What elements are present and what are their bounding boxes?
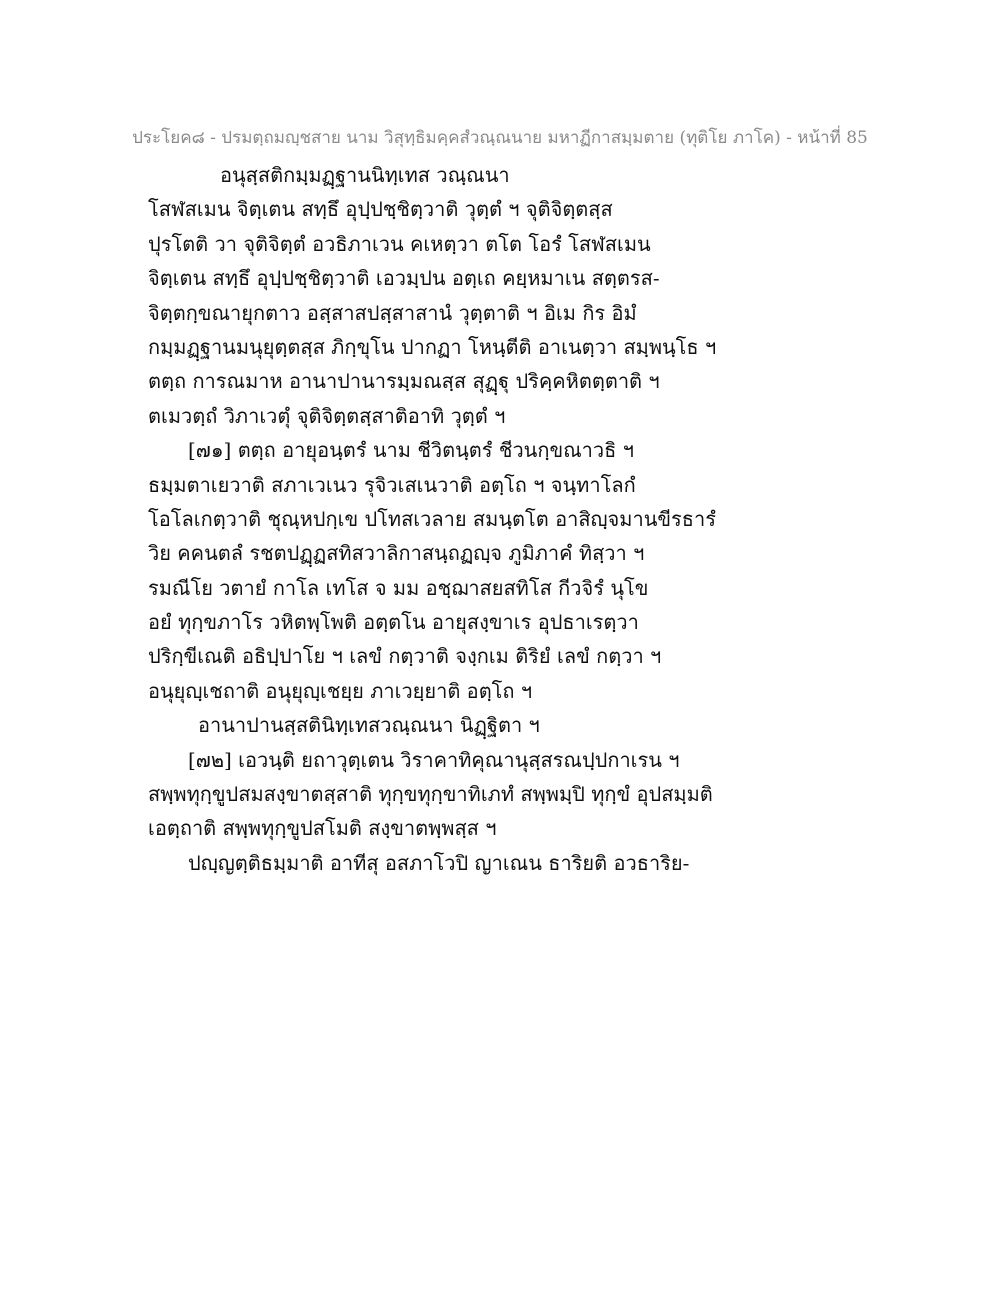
body-text: [148, 158, 868, 880]
text-line: ธมฺมตาเยวาติ สภาเวเนว รุจิวเสเนวาติ อตฺโถ ฯ จนฺทาโลกํ: [148, 472, 636, 497]
text-line: ปุรโตติ วา จุติจิตฺตํ อวธิภาเวน คเหตฺวา ตโต โอรํ โสฬสเมน: [148, 231, 651, 256]
text-line: เอตฺถาติ สพฺพทุกฺขูปสโมติ สงฺขาตพฺพสฺส ฯ: [148, 816, 497, 841]
paragraph-start-71: [๗๑] ตตฺถ อายุอนฺตรํ นาม ชีวิตนฺตรํ ชีวนกฺขณาวธิ ฯ: [188, 438, 634, 463]
paragraph-start: ปญฺญตฺติธมฺมาติ อาทีสุ อสภาโวปิ ญาเณน ธาริยติ อวธาริย-: [188, 850, 690, 875]
text-line: ตเมวตฺถํ วิภาเวตุํ จุติจิตฺตสฺสาติอาทิ วุตฺตํ ฯ: [148, 403, 506, 428]
text-line: วิย คคนตลํ รชตปฏฺฏสทิสวาลิกาสนฺถฏญฺจ ภูมิภาคํ ทิสฺวา ฯ: [148, 541, 645, 566]
text-line: โสฬสเมน จิตฺเตน สทฺธึ อุปฺปชฺชิตฺวาติ วุตฺตํ ฯ จุติจิตฺตสฺส: [148, 197, 613, 222]
text-line: โอโลเกตฺวาติ ชุณฺหปกฺเข ปโทสเวลาย สมนฺตโต อาสิญฺจมานขีรธารํ: [148, 506, 716, 531]
text-line: อนุยุญฺเชถาติ อนุยุญฺเชยฺย ภาเวยฺยาติ อตฺโถ ฯ: [148, 678, 533, 703]
section-end-note: อานาปานสฺสตินิทฺเทสวณฺณนา นิฏฺฐิตา ฯ: [198, 713, 540, 738]
text-line: จิตฺตกฺขณายุกตาว อสฺสาสปสฺสาสานํ วุตฺตาติ ฯ อิเม กิร อิมํ: [148, 300, 637, 325]
text-line: อยํ ทุกฺขภาโร วหิตพฺโพติ อตฺตโน อายุสงฺขาเร อุปธาเรตฺวา: [148, 610, 639, 635]
text-line: กมฺมฏฺฐานมนุยุตฺตสฺส ภิกฺขุโน ปากฏา โหนฺตีติ อาเนตฺวา สมฺพนฺโธ ฯ: [148, 334, 717, 359]
paragraph-start-72: [๗๒] เอวนฺติ ยถาวุตฺเตน วิราคาทิคุณานุสฺสรณปฺปกาเรน ฯ: [188, 747, 680, 772]
text-line: สพฺพทุกฺขูปสมสงฺขาตสฺสาติ ทุกฺขทุกฺขาทิเภทํ สพฺพมฺปิ ทุกฺขํ อุปสมฺมติ: [148, 782, 713, 807]
text-line: ตตฺถ การณมาห อานาปานารมฺมณสฺส สุฏฺฐุ ปริคฺคหิตตฺตาติ ฯ: [148, 369, 660, 394]
text-line: ปริกฺขีเณติ อธิปฺปาโย ฯ เลขํ กตฺวาติ จงฺกเม ติริยํ เลขํ กตฺวา ฯ: [148, 644, 662, 669]
page-header: ประโยค๘ - ปรมตฺถมญฺชสาย นาม วิสุทฺธิมคฺคสํวณฺณนาย มหาฏีกาสมฺมตาย (ทุติโย ภาโค) - หน้าที่ 85: [132, 128, 868, 148]
text-line: รมณีโย วตายํ กาโล เทโส จ มม อชฺฌาสยสทิโส กีวจิรํ นุโข: [148, 575, 649, 600]
text-line: จิตฺเตน สทฺธึ อุปฺปชฺชิตฺวาติ เอวมฺปน อตฺเถ คยฺหมาเน สตฺตรส-: [148, 266, 660, 291]
section-heading: อนุสฺสติกมฺมฏฺฐานนิทฺเทส วณฺณนา: [220, 163, 510, 187]
